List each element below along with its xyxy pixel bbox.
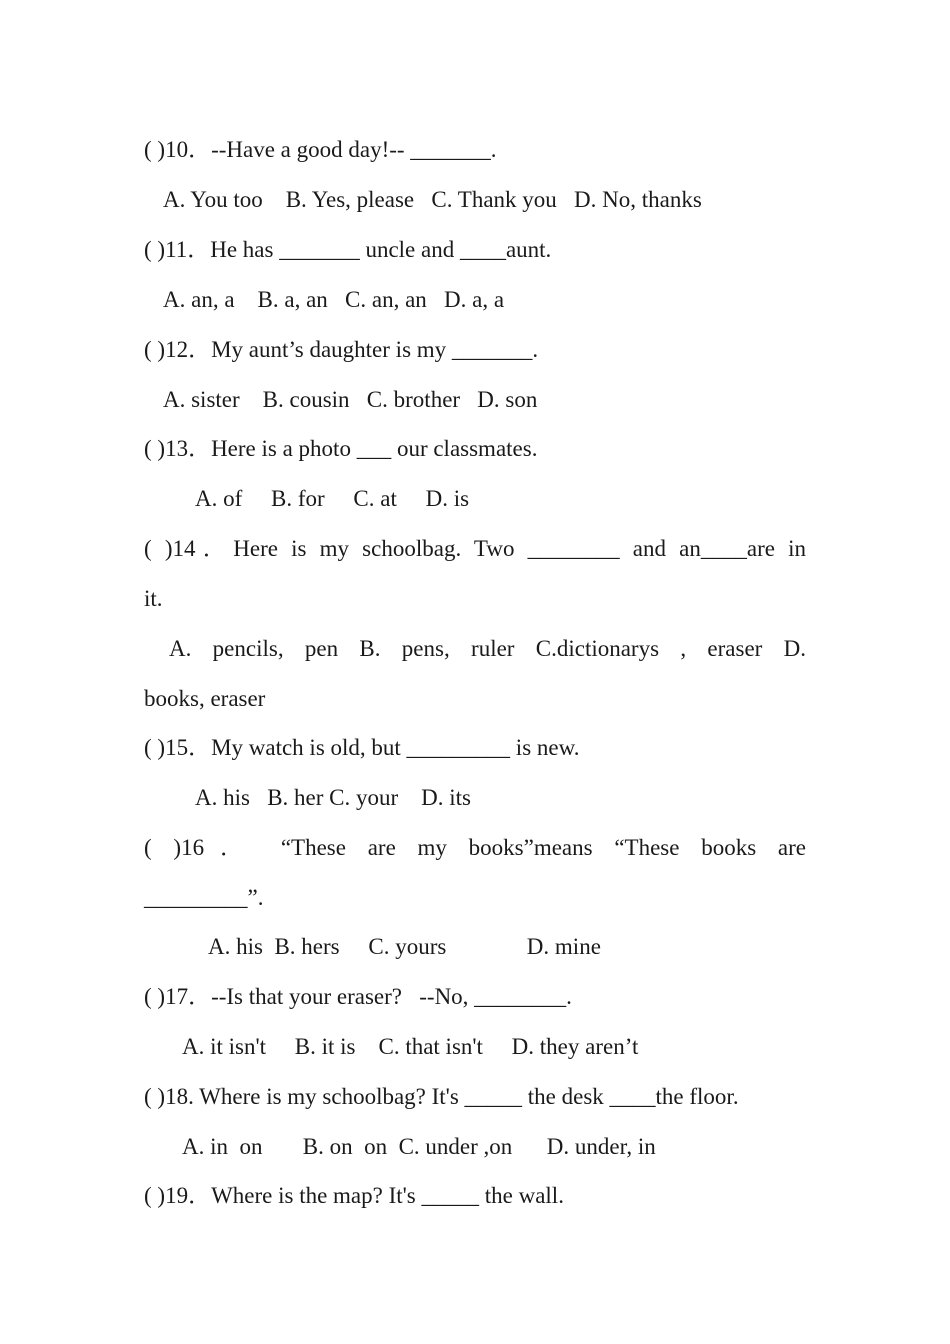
question-15: ( )15．My watch is old, but _________ is new. bbox=[144, 735, 580, 760]
question-14-options: A. pencils, pen B. pens, ruler C.dictionarys , eraser D. bbox=[169, 636, 806, 661]
question-18-options: A. in on B. on on C. under ,on D. under, in bbox=[182, 1134, 656, 1159]
question-13: ( )13．Here is a photo ___ our classmates. bbox=[144, 436, 538, 461]
question-11: ( )11．He has _______ uncle and ____aunt. bbox=[144, 237, 552, 262]
question-10: ( )10．--Have a good day!-- _______. bbox=[144, 137, 497, 162]
question-14: ( )14．Here is my schoolbag. Two ________ and an____are in bbox=[144, 536, 806, 561]
question-16-options: A. his B. hers C. yours D. mine bbox=[208, 934, 601, 959]
question-16: ( )16． “These are my books”means “These books are bbox=[144, 835, 806, 860]
question-12: ( )12．My aunt’s daughter is my _______. bbox=[144, 337, 539, 362]
question-14-options-cont: books, eraser bbox=[144, 686, 266, 711]
question-19: ( )19．Where is the map? It's _____ the wall. bbox=[144, 1183, 564, 1208]
question-17: ( )17．--Is that your eraser? --No, ________. bbox=[144, 984, 572, 1009]
question-12-options: A. sister B. cousin C. brother D. son bbox=[163, 387, 538, 412]
question-18: ( )18. Where is my schoolbag? It's _____ the desk ____the floor. bbox=[144, 1084, 739, 1109]
question-17-options: A. it isn't B. it is C. that isn't D. they aren’t bbox=[182, 1034, 639, 1059]
question-15-options: A. his B. her C. your D. its bbox=[195, 785, 471, 810]
question-10-options: A. You too B. Yes, please C. Thank you D. No, thanks bbox=[163, 187, 702, 212]
question-13-options: A. of B. for C. at D. is bbox=[195, 486, 470, 511]
question-11-options: A. an, a B. a, an C. an, an D. a, a bbox=[163, 287, 505, 312]
question-16-cont: _________”. bbox=[144, 885, 264, 910]
question-14-cont: it. bbox=[144, 586, 163, 611]
